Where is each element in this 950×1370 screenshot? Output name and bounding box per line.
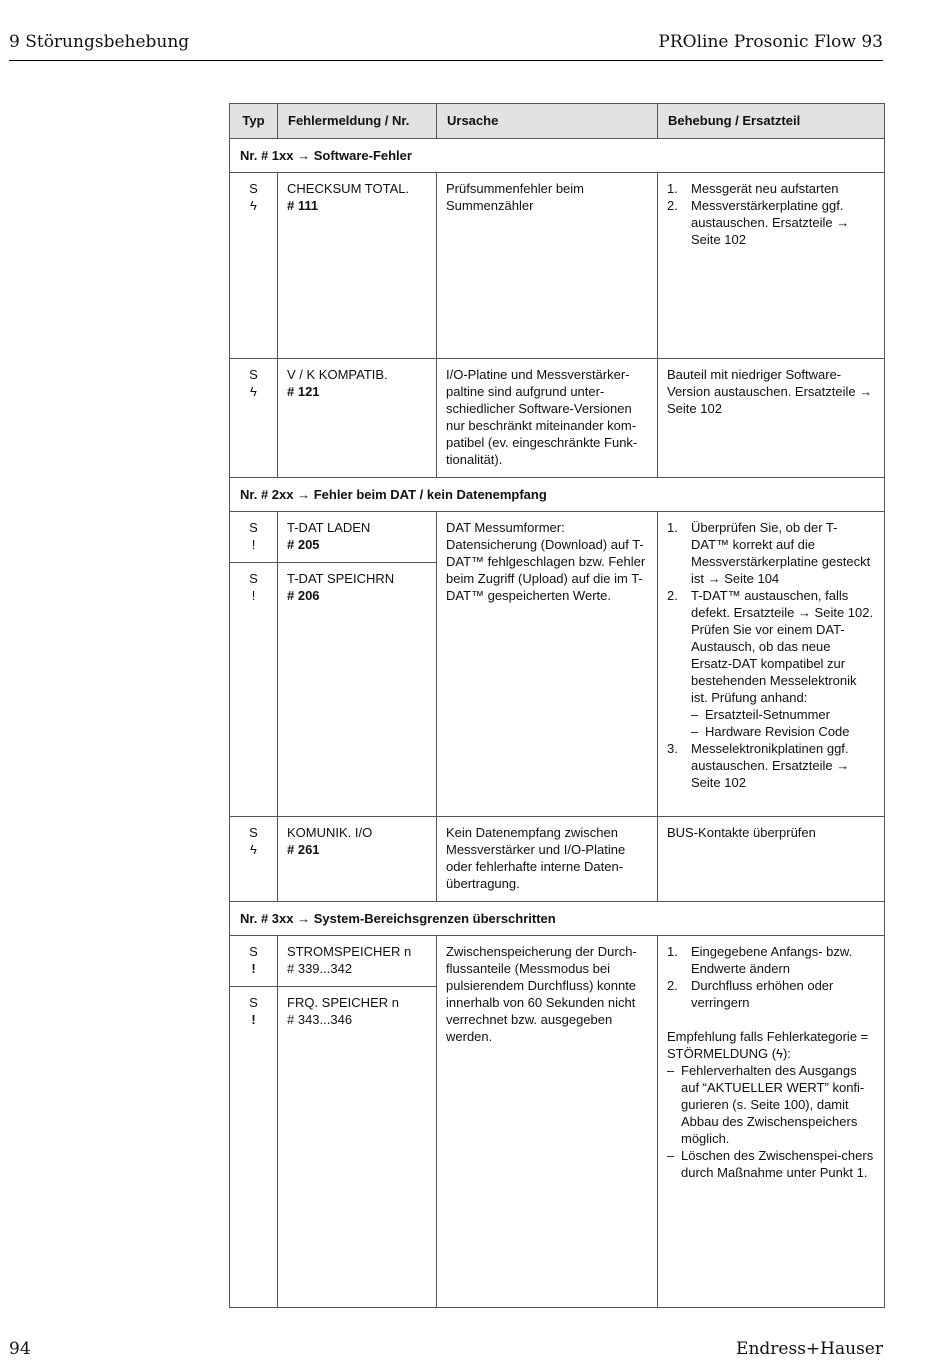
remedy-list — [667, 180, 875, 248]
warning-symbol: ! — [251, 961, 256, 976]
brand-logo: Endress+Hauser — [736, 1339, 883, 1359]
remedy-note: Prüfen Sie vor einem DAT-Austausch, ob das neue Ersatz-DAT kompatibel zur bestehenden Messelektronik ist. Prüfung anhand: — [691, 622, 857, 705]
remedy-cell — [658, 512, 885, 817]
column-header-remedy: Behebung / Ersatzteil — [658, 104, 885, 139]
type-letter: S — [249, 520, 258, 535]
message-name: T-DAT LADEN — [287, 520, 371, 535]
message-cell — [278, 359, 437, 478]
list-item: 2. Messverstärkerplatine ggf. austauschen. Ersatzteile → Seite 102 — [667, 198, 850, 247]
message-cell — [278, 936, 437, 987]
recommendation-list — [667, 1062, 875, 1181]
list-item: 1. Überprüfen Sie, ob der T-DAT™ korrekt auf die Messverstärkerplatine gesteckt ist → Seite 104 — [667, 520, 871, 586]
page-number: 94 — [9, 1339, 31, 1359]
section-row-3xx — [230, 902, 885, 936]
remedy-cell: BUS-Kontakte überprüfen — [658, 817, 885, 902]
cause-cell: Kein Datenempfang zwischen Messverstärker und I/O-Platine oder fehlerhafte interne Daten-übertragung. — [437, 817, 658, 902]
list-item: – Hardware Revision Code — [691, 724, 850, 739]
message-code: # 121 — [287, 384, 320, 399]
message-cell — [278, 512, 437, 563]
list-item: 2. T-DAT™ austauschen, falls defekt. Ersatzteile → Seite 102. Prüfen Sie vor einem DAT-Austausch, ob das neue Ersatz-DAT kompatibel zur bestehenden Messelektronik ist. Prüfung anhand: – Ersatzteil-Setnummer – Hardware Revision Code — [667, 588, 874, 739]
type-letter: S — [249, 944, 258, 959]
error-table — [229, 103, 885, 1308]
message-name: STROMSPEICHER n — [287, 944, 412, 959]
recommendation-note: Empfehlung falls Fehlerkategorie = STÖRMELDUNG (ϟ): — [667, 1029, 869, 1061]
message-name: KOMUNIK. I/O — [287, 825, 373, 840]
column-header-cause: Ursache — [437, 104, 658, 139]
table-row — [230, 512, 885, 563]
type-letter: S — [249, 181, 258, 196]
message-name: T-DAT SPEICHRN — [287, 571, 395, 586]
remedy-cell — [658, 173, 885, 359]
type-cell — [230, 563, 278, 817]
check-list — [691, 706, 875, 740]
message-code: # 205 — [287, 537, 320, 552]
list-item: 3. Messelektronikplatinen ggf. austauschen. Ersatzteile → Seite 102 — [667, 741, 850, 790]
table-header-row — [230, 104, 885, 139]
list-item: 1. Eingegebene Anfangs- bzw. Endwerte ändern — [667, 944, 853, 976]
remedy-list — [667, 519, 875, 791]
section-title: Nr. # 1xx → Software-Fehler — [230, 139, 885, 173]
message-cell — [278, 173, 437, 359]
type-cell — [230, 936, 278, 987]
remedy-cell — [658, 936, 885, 1308]
type-letter: S — [249, 367, 258, 382]
message-cell — [278, 817, 437, 902]
type-cell — [230, 173, 278, 359]
table-row — [230, 173, 885, 359]
type-letter: S — [249, 995, 258, 1010]
message-code: # 206 — [287, 588, 320, 603]
table-row — [230, 359, 885, 478]
table-row — [230, 817, 885, 902]
type-letter: S — [249, 571, 258, 586]
message-name: V / K KOMPATIB. — [287, 367, 388, 382]
list-item: – Ersatzteil-Setnummer — [691, 707, 830, 722]
message-name: FRQ. SPEICHER n — [287, 995, 399, 1010]
column-header-message: Fehlermeldung / Nr. — [278, 104, 437, 139]
list-item: – Fehlerverhalten des Ausgangs auf “AKTUELLER WERT” konfi-gurieren (s. Seite 100), damit Abbau des Zwischenspeichers möglich. — [667, 1063, 865, 1146]
message-code: # 111 — [287, 198, 319, 213]
type-cell — [230, 817, 278, 902]
list-item: 2. Durchfluss erhöhen oder verringern — [667, 978, 834, 1010]
warning-symbol: ! — [251, 1012, 256, 1027]
warning-symbol: ! — [251, 537, 256, 552]
list-item: – Löschen des Zwischenspei-chers durch Maßnahme unter Punkt 1. — [667, 1148, 874, 1180]
remedy-cell: Bauteil mit niedriger Software-Version austauschen. Ersatzteile → Seite 102 — [658, 359, 885, 478]
fault-symbol: ϟ — [250, 198, 257, 213]
type-letter: S — [249, 825, 258, 840]
cause-cell: I/O-Platine und Messverstärker-paltine sind aufgrund unter-schiedlicher Software-Versionen nur beschränkt miteinander kom-patibel (ev. eingeschränkte Funk-tionalität). — [437, 359, 658, 478]
section-title: Nr. # 2xx → Fehler beim DAT / kein Datenempfang — [230, 478, 885, 512]
header-rule — [9, 60, 883, 61]
message-name: CHECKSUM TOTAL. — [287, 181, 410, 196]
fault-symbol: ϟ — [250, 384, 257, 399]
section-row-2xx — [230, 478, 885, 512]
fault-symbol: ϟ — [250, 842, 257, 857]
chapter-title: 9 Störungsbehebung — [9, 32, 190, 52]
message-code: # 339...342 — [287, 961, 353, 976]
remedy-list — [667, 943, 875, 1011]
message-cell — [278, 563, 437, 817]
message-code: # 261 — [287, 842, 320, 857]
type-cell — [230, 512, 278, 563]
message-code: # 343...346 — [287, 1012, 353, 1027]
type-cell — [230, 987, 278, 1308]
section-row-1xx — [230, 139, 885, 173]
type-cell — [230, 359, 278, 478]
cause-cell: Prüfsummenfehler beim Summenzähler — [437, 173, 658, 359]
cause-cell: DAT Messumformer: Datensicherung (Download) auf T-DAT™ fehlgeschlagen bzw. Fehler beim Zugriff (Upload) auf die im T-DAT™ gespeicherten Werte. — [437, 512, 658, 817]
table-row — [230, 936, 885, 987]
section-title: Nr. # 3xx → System-Bereichsgrenzen überschritten — [230, 902, 885, 936]
list-item: 1. Messgerät neu aufstarten — [667, 181, 839, 196]
product-title: PROline Prosonic Flow 93 — [658, 32, 883, 52]
warning-symbol: ! — [251, 588, 256, 603]
column-header-typ: Typ — [230, 104, 278, 139]
message-cell — [278, 987, 437, 1308]
cause-cell: Zwischenspeicherung der Durch-flussanteile (Messmodus bei pulsierendem Durchfluss) konnte innerhalb von 60 Sekunden nicht verrechnet bzw. ausgegeben werden. — [437, 936, 658, 1308]
